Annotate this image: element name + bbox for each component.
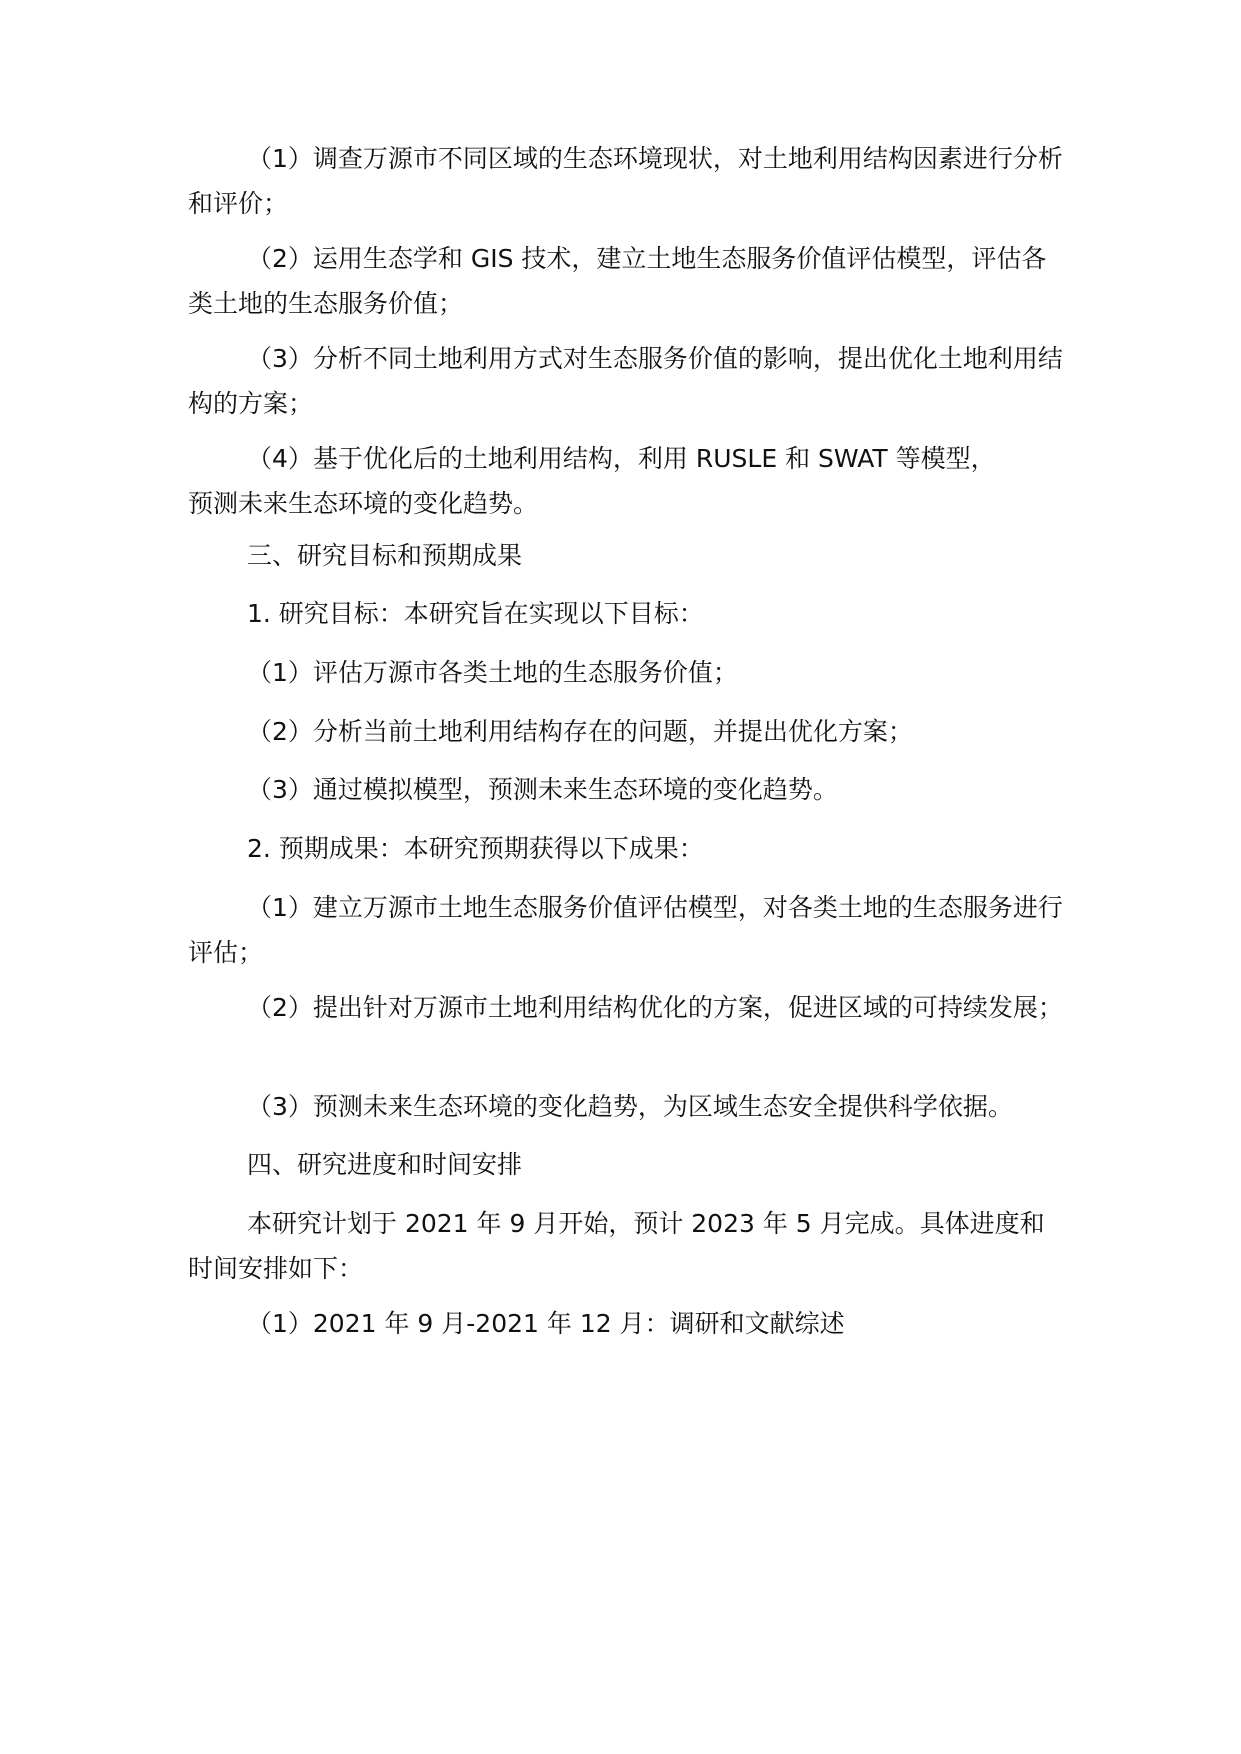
paragraph-5: 1. 研究目标：本研究旨在实现以下目标： [247, 599, 704, 628]
paragraph-8: （3）通过模拟模型，预测未来生态环境的变化趋势。 [247, 775, 838, 804]
paragraph-1: （1）调查万源市不同区域的生态环境现状，对土地利用结构因素进行分析和评价； [188, 144, 1063, 218]
paragraph-9: 2. 预期成果：本研究预期获得以下成果： [247, 834, 704, 863]
paragraph-12: （3）预测未来生态环境的变化趋势，为区域生态安全提供科学依据。 [247, 1092, 1013, 1121]
paragraph-14: （1）2021 年 9 月-2021 年 12 月：调研和文献综述 [247, 1309, 845, 1338]
section-heading-3: 三、研究目标和预期成果 [247, 541, 523, 570]
paragraph-13: 本研究计划于 2021 年 9 月开始，预计 2023 年 5 月完成。具体进度和时间安排如下： [188, 1209, 1045, 1283]
paragraph-2: （2）运用生态学和 GIS 技术，建立土地生态服务价值评估模型，评估各类土地的生态服务价值； [188, 244, 1047, 318]
paragraph-7: （2）分析当前土地利用结构存在的问题，并提出优化方案； [247, 717, 913, 746]
paragraph-6: （1）评估万源市各类土地的生态服务价值； [247, 658, 738, 687]
paragraph-3: （3）分析不同土地利用方式对生态服务价值的影响，提出优化土地利用结构的方案； [188, 344, 1063, 418]
paragraph-10: （1）建立万源市土地生态服务价值评估模型，对各类土地的生态服务进行评估； [188, 893, 1063, 967]
paragraph-4: （4）基于优化后的土地利用结构，利用 RUSLE 和 SWAT 等模型， 预测未来生态环境的变化趋势。 [188, 444, 996, 518]
paragraph-11: （2）提出针对万源市土地利用结构优化的方案，促进区域的可持续发展； [247, 993, 1063, 1022]
section-heading-4: 四、研究进度和时间安排 [247, 1150, 523, 1179]
